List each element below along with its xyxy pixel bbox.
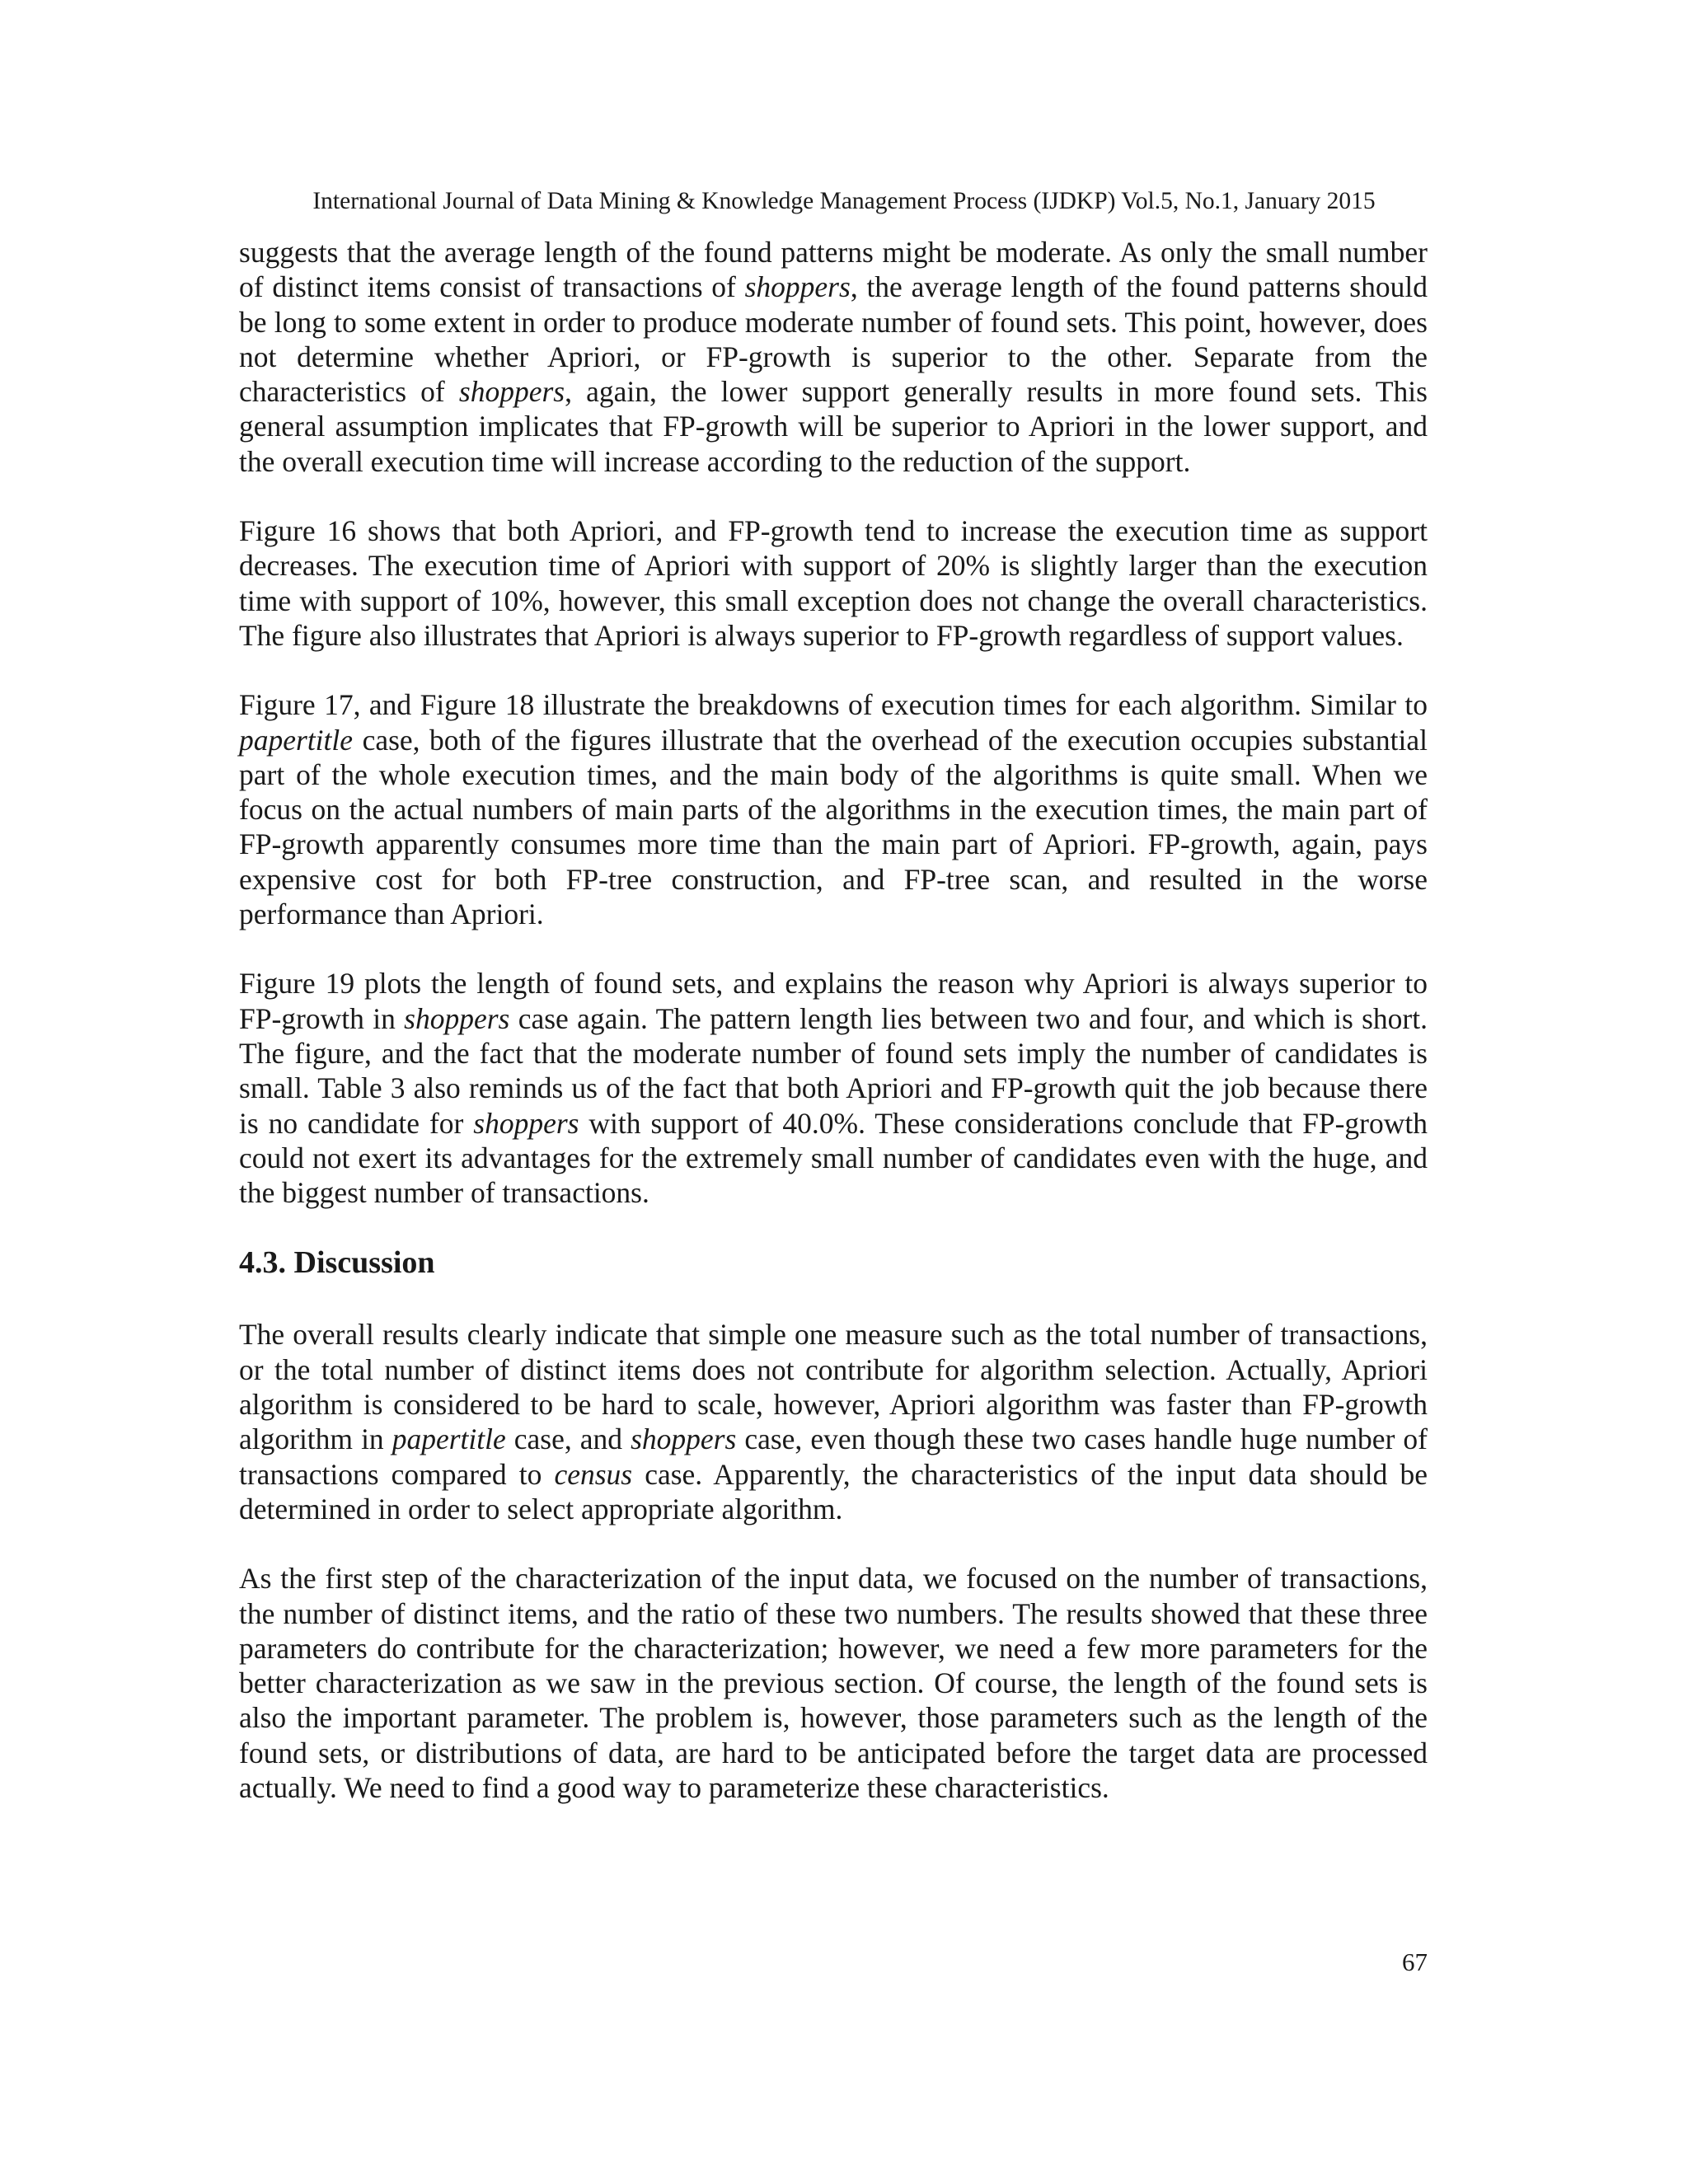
text-run: The overall results clearly indicate that simple one measure such as the total number of transactions, or the total number of distinct items does not contribute for algorithm selection. Actually, Apriori algorithm is considered to be hard to scale, however, Apriori algorithm was faster than FP-growth algorithm in [239, 1318, 1428, 1456]
paragraph-figure-16 [239, 513, 1428, 653]
text-run: Figure 17, and Figure 18 illustrate the breakdowns of execution times for each algorithm. Similar to [239, 688, 1428, 722]
paragraph-figure-17-18 [239, 687, 1428, 931]
text-run: case, even though these two cases handle huge number of transactions compared to [239, 1422, 1428, 1491]
italic-term-shoppers: shoppers [744, 270, 851, 304]
italic-term-shoppers: shoppers [458, 375, 565, 409]
text-run: , the average length of the found patterns should be long to some extent in order to produce moderate number of found sets. This point, however, does not determine whether Apriori, or FP-growth is superior to the other. Separate from the characteristics of [239, 270, 1428, 409]
page-number: 67 [1402, 1947, 1428, 1976]
italic-term-papertitle: papertitle [239, 723, 354, 757]
text-run: Figure 19 plots the length of found sets, and explains the reason why Apriori is always superior to FP-growth in [239, 967, 1428, 1035]
text-run: , again, the lower support generally results in more found sets. This general assumption implicates that FP-growth will be superior to Apriori in the lower support, and the overall execution time will increase according to the reduction of the support. [239, 375, 1428, 478]
text-run: As the first step of the characterization of the input data, we focused on the number of transactions, the number of distinct items, and the ratio of these two numbers. The results showed that these three parameters do contribute for the characterization; however, we need a few more parameters for the better characterization as we saw in the previous section. Of course, the length of the found sets is also the important parameter. The problem is, however, those parameters such as the length of the found sets, or distributions of data, are hard to be anticipated before the target data are processed actually. We need to find a good way to parameterize these characteristics. [239, 1562, 1428, 1804]
section-heading-discussion: 4.3. Discussion [239, 1245, 435, 1281]
text-run: case again. The pattern length lies between two and four, and which is short. The figure, and the fact that the moderate number of found sets imply the number of candidates is small. Table 3 also reminds us of the fact that both Apriori and FP-growth quit the job because there is no candidate for [239, 1001, 1428, 1140]
italic-term-census: census [554, 1457, 633, 1491]
italic-term-papertitle: papertitle [392, 1422, 506, 1456]
text-run: with support of 40.0%. These considerations conclude that FP-growth could not exert its advantages for the extremely small number of candidates even with the huge, and the biggest number of transactions. [239, 1106, 1428, 1210]
italic-term-shoppers: shoppers [404, 1001, 510, 1035]
text-run: suggests that the average length of the found patterns might be moderate. As only the small number of distinct items consist of transactions of [239, 236, 1428, 304]
body-column [239, 235, 1428, 1805]
text-run: case, both of the figures illustrate that the overhead of the execution occupies substantial part of the whole execution times, and the main body of the algorithms is quite small. When we focus on the actual numbers of main parts of the algorithms in the execution times, the main part of FP-growth apparently consumes more time than the main part of Apriori. FP-growth, again, pays expensive cost for both FP-tree construction, and FP-tree scan, and resulted in the worse performance than Apriori. [239, 723, 1428, 931]
text-run: case, and [505, 1422, 631, 1456]
running-header: International Journal of Data Mining & Knowledge Management Process (IJDKP) Vol.5, No.1, January 2015 [312, 188, 1376, 214]
paragraph-figure-19 [239, 966, 1428, 1210]
italic-term-shoppers: shoppers [631, 1422, 737, 1456]
text-run: Figure 16 shows that both Apriori, and FP-growth tend to increase the execution time as support decreases. The execution time of Apriori with support of 20% is slightly larger than the execution time with support of 10%, however, this small exception does not change the overall characteristics. The figure also illustrates that Apriori is always superior to FP-growth regardless of support values. [239, 514, 1428, 652]
paragraph-discussion-characterization [239, 1561, 1428, 1805]
paragraph-discussion-overall-results [239, 1317, 1428, 1526]
text-run: case. Apparently, the characteristics of the input data should be determined in order to select appropriate algorithm. [239, 1457, 1428, 1526]
italic-term-shoppers: shoppers [473, 1106, 579, 1140]
paragraph-shoppers-pattern-length [239, 235, 1428, 479]
